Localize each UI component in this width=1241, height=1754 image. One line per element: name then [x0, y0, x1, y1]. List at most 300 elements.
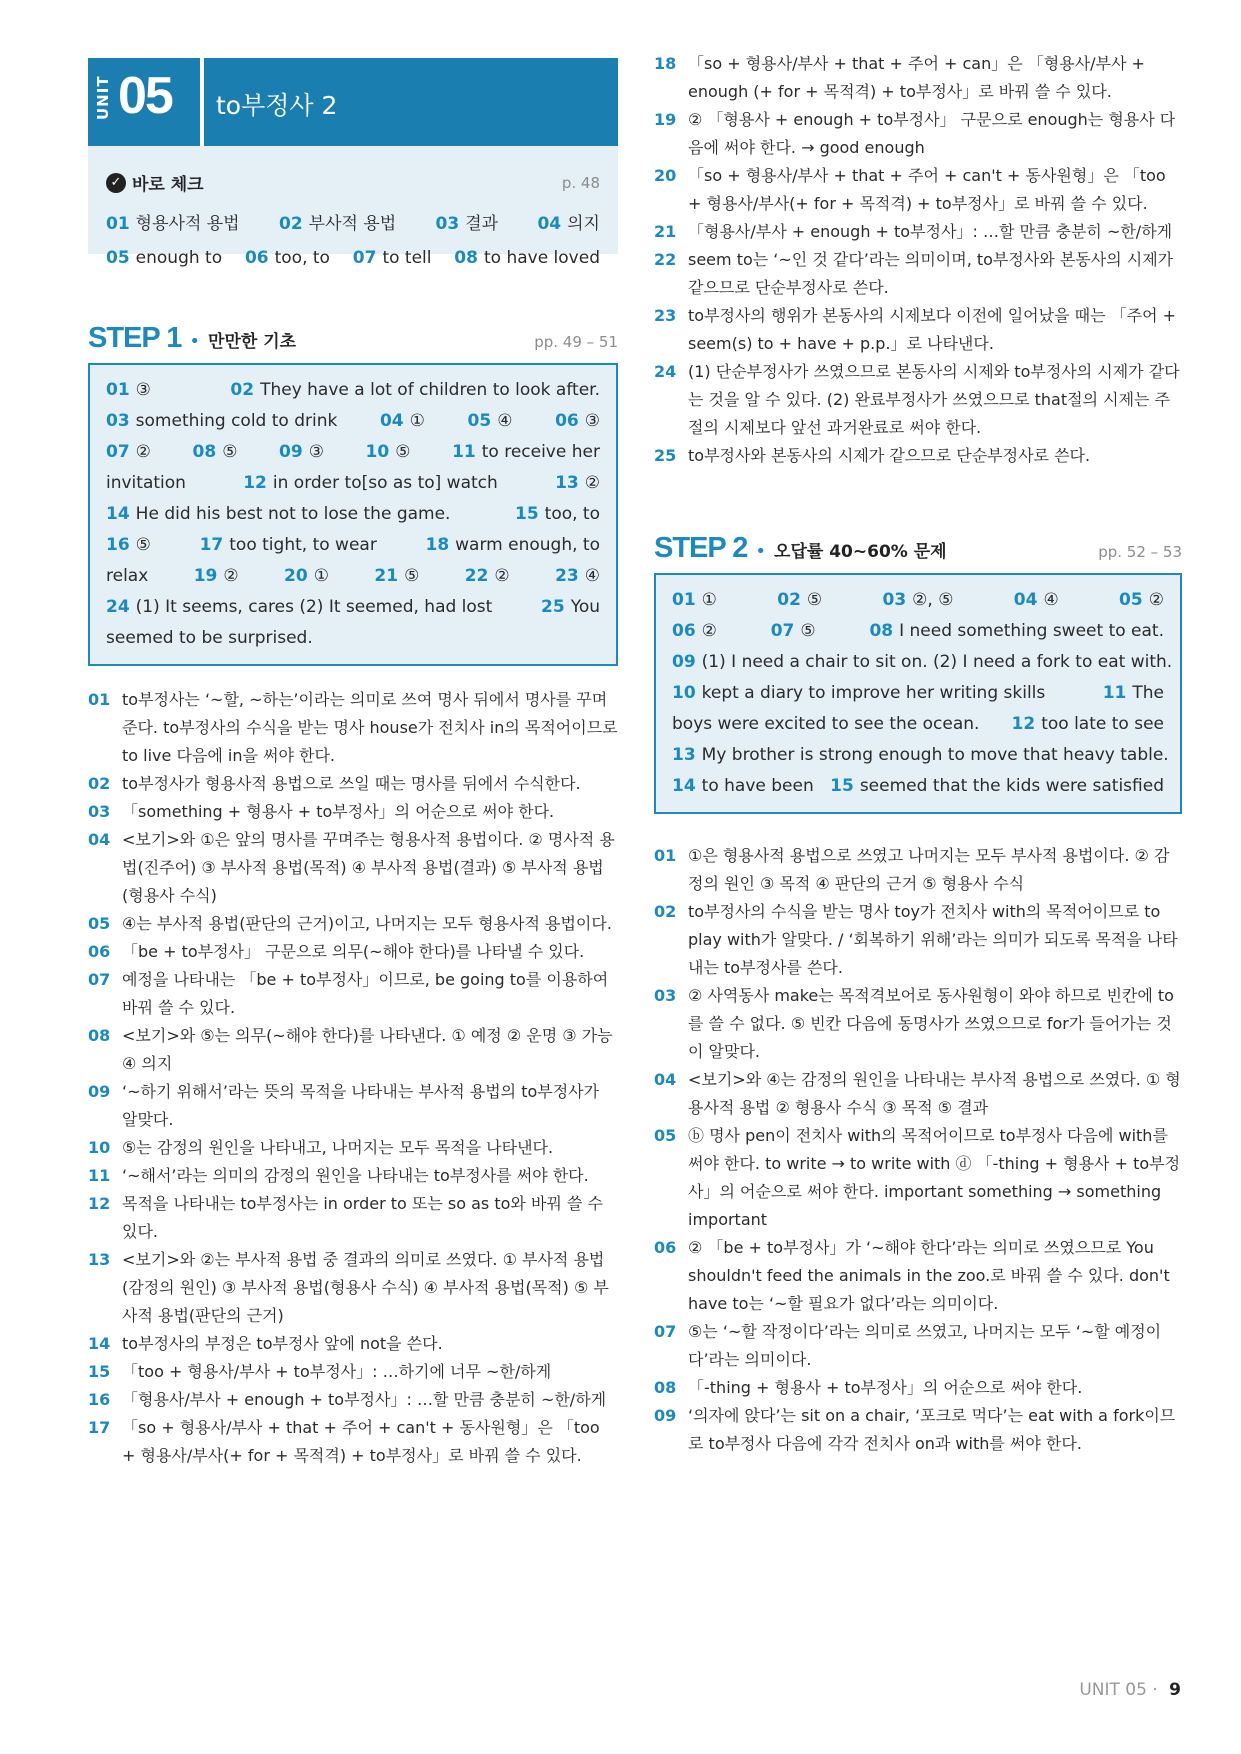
answer-item: [279, 209, 396, 234]
answer-item: [106, 406, 337, 437]
quick-check-answers: [106, 209, 600, 268]
answer-number: 24: [106, 597, 130, 617]
explanation-number: 15: [88, 1362, 111, 1381]
bullet-icon: •: [189, 331, 201, 352]
explanation-text: 「형용사/부사 + enough + to부정사」: …할 만큼 충분히 ~한/하게: [122, 1390, 607, 1409]
explanation-text: ①은 형용사적 용법으로 쓰였고 나머지는 모두 부사적 용법이다. ② 감정의 원인 ③ 목적 ④ 판단의 근거 ⑤ 형용사 수식: [688, 846, 1170, 893]
explanation-number: 02: [654, 902, 677, 921]
answer-text: 부사적 용법: [308, 214, 397, 234]
explanation-text: to부정사와 본동사의 시제가 같으므로 단순부정사로 쓴다.: [688, 446, 1091, 465]
explanation-number: 17: [88, 1418, 111, 1437]
answer-number: 08: [869, 621, 894, 641]
explanation-number: 19: [654, 110, 677, 129]
step2-header: [654, 532, 1182, 565]
answer-text: ⑤: [404, 566, 420, 586]
explanation-number: 05: [88, 914, 111, 933]
answer-text: something cold to drink: [135, 411, 338, 431]
answer-number: 02: [278, 214, 303, 234]
answer-text: ③: [135, 380, 151, 400]
explanation-number: 05: [654, 1126, 677, 1145]
answer-number: 25: [541, 597, 565, 617]
answer-number: 03: [435, 214, 460, 234]
explanation-number: 16: [88, 1390, 111, 1409]
answer-text: ⑤: [395, 442, 411, 462]
answer-number: 10: [672, 683, 696, 703]
answer-item: [672, 740, 1169, 771]
answer-number: 07: [352, 248, 377, 268]
answer-item: [672, 585, 717, 616]
answer-text: warm enough, to: [455, 535, 600, 555]
answer-row: [672, 585, 1164, 616]
answer-item: [1119, 585, 1164, 616]
explanation-item: [88, 1078, 618, 1134]
answer-number: 12: [1011, 714, 1036, 734]
explanation-text: to부정사의 부정은 to부정사 앞에 not을 쓴다.: [122, 1334, 443, 1353]
answer-text: 결과: [465, 214, 499, 234]
step1-pages: pp. 49 – 51: [534, 333, 618, 351]
answer-item: [1012, 709, 1164, 740]
answer-number: 21: [374, 566, 399, 586]
answer-text: seemed to be surprised.: [106, 628, 313, 648]
explanation-text: <보기>와 ④는 감정의 원인을 나타내는 부사적 용법으로 쓰였다. ① 형용사적 용법 ② 형용사 수식 ③ 목적 ⑤ 결과: [688, 1070, 1181, 1117]
answer-text: in order to[so as to] watch: [272, 473, 498, 493]
explanation-text: ② 「be + to부정사」가 ‘~해야 한다’라는 의미로 쓰였으므로 You shouldn't feed the animals in the zoo.로 바꿔 쓸 수 있다. don't have to는 ‘~할 필요가 없다’라는 의미이다.: [688, 1238, 1170, 1313]
explanation-text: 「be + to부정사」 구문으로 의무(~해야 한다)를 나타낼 수 있다.: [122, 942, 585, 961]
step2-pages: pp. 52 – 53: [1098, 543, 1182, 561]
answer-row: [106, 248, 600, 268]
answer-item: [284, 561, 329, 592]
answer-text: enough to: [135, 248, 223, 268]
answer-item: [230, 375, 600, 406]
explanation-text: 예정을 나타내는 「be + to부정사」이므로, be going to를 이용하여 바꿔 쓸 수 있다.: [122, 970, 609, 1017]
explanation-item: [654, 1122, 1182, 1234]
explanation-item: [88, 1246, 618, 1330]
explanation-text: 「형용사/부사 + enough + to부정사」: …할 만큼 충분히 ~한/하게: [688, 222, 1173, 241]
answer-text: invitation: [106, 473, 186, 493]
answer-text: to receive her: [481, 442, 600, 462]
explanation-text: 「something + 형용사 + to부정사」의 어순으로 써야 한다.: [122, 802, 555, 821]
answer-row: [106, 209, 600, 234]
explanation-item: [654, 1234, 1182, 1318]
answer-item: [106, 499, 450, 530]
answer-text: I need something sweet to eat.: [899, 621, 1164, 641]
unit-number: 05: [118, 67, 172, 125]
answer-text: ①: [409, 411, 425, 431]
answer-text: boys were excited to see the ocean.: [672, 714, 980, 734]
explanation-item: [654, 1066, 1182, 1122]
explanation-item: [88, 686, 618, 770]
step1-explanations-continued: [654, 50, 1182, 470]
explanation-text: 「so + 형용사/부사 + that + 주어 + can't + 동사원형」은 「too + 형용사/부사(+ for + 목적격) + to부정사」로 바꿔 쓸 수 있다.: [122, 1418, 600, 1465]
explanation-item: [654, 106, 1182, 162]
answer-number: 13: [555, 473, 579, 493]
answer-text: ②: [494, 566, 510, 586]
step2-answer-box: [654, 573, 1182, 814]
answer-number: 05: [1119, 590, 1143, 610]
answer-item: [555, 406, 600, 437]
answer-item: [106, 375, 151, 406]
answer-number: 03: [882, 590, 907, 610]
answer-number: 15: [514, 504, 539, 524]
step1-label: STEP 1: [88, 322, 182, 354]
answer-row: [672, 771, 1164, 802]
answer-item: [366, 437, 411, 468]
explanation-item: [88, 1330, 618, 1358]
answer-row: [106, 375, 600, 406]
answer-text: ③: [308, 442, 324, 462]
explanation-number: 13: [88, 1250, 111, 1269]
answer-row: [106, 623, 600, 654]
answer-text: ①: [313, 566, 329, 586]
explanation-text: ‘~하기 위해서’라는 뜻의 목적을 나타내는 부사적 용법의 to부정사가 알맞다.: [122, 1082, 600, 1129]
answer-row: [672, 647, 1173, 678]
answer-text: to have loved: [483, 248, 600, 268]
explanation-number: 09: [88, 1082, 111, 1101]
answer-row: [106, 499, 600, 530]
explanation-text: 「so + 형용사/부사 + that + 주어 + can't + 동사원형」은 「too + 형용사/부사(+ for + 목적격) + to부정사」로 바꿔 쓸 수 있다.: [688, 166, 1166, 213]
explanation-item: [654, 898, 1182, 982]
answer-number: 22: [464, 566, 489, 586]
answer-text: relax: [106, 566, 149, 586]
explanation-item: [88, 1386, 618, 1414]
answer-number: 16: [106, 535, 130, 555]
explanation-item: [654, 302, 1182, 358]
answer-text: 형용사적 용법: [135, 214, 240, 234]
answer-number: 10: [365, 442, 390, 462]
explanation-item: [654, 218, 1182, 246]
answer-row: [106, 530, 600, 561]
explanation-number: 23: [654, 306, 677, 325]
explanation-number: 03: [88, 802, 111, 821]
answer-text: ②: [1148, 590, 1164, 610]
answer-item: [883, 585, 954, 616]
answer-item: [106, 592, 492, 623]
answer-item: [869, 616, 1164, 647]
answer-text: ②: [135, 442, 151, 462]
answer-number: 05: [106, 248, 130, 268]
explanation-item: [88, 938, 618, 966]
explanation-item: [88, 1162, 618, 1190]
answer-item: [245, 248, 330, 268]
header-divider: [200, 58, 204, 146]
answer-item: [1103, 678, 1164, 709]
answer-text: kept a diary to improve her writing skills: [701, 683, 1046, 703]
explanation-text: 「too + 형용사/부사 + to부정사」: …하기에 너무 ~한/하게: [122, 1362, 552, 1381]
answer-item: [555, 468, 600, 499]
explanation-number: 06: [88, 942, 111, 961]
answer-text: seemed that the kids were satisfied: [859, 776, 1164, 796]
step1-subtitle: 만만한 기초: [208, 332, 297, 352]
explanation-item: [654, 1402, 1182, 1458]
explanation-text: ④는 부사적 용법(판단의 근거)이고, 나머지는 모두 형용사적 용법이다.: [122, 914, 612, 933]
answer-text: You: [570, 597, 600, 617]
step1-answer-box: [88, 363, 618, 666]
answer-item: [771, 616, 816, 647]
answer-text: ①: [701, 590, 717, 610]
answer-row: [106, 468, 600, 499]
answer-number: 18: [425, 535, 450, 555]
answer-row: [672, 616, 1164, 647]
answer-item: [537, 209, 600, 234]
answer-number: 20: [284, 566, 308, 586]
answer-item: [106, 437, 151, 468]
explanation-text: ⓑ 명사 pen이 전치사 with의 목적어이므로 to부정사 다음에 with를 써야 한다. to write → to write with ⓓ 「-thing + 형용사 + to부정사」의 어순으로 써야 한다. important something → something important: [688, 1126, 1181, 1229]
answer-item: [436, 209, 499, 234]
answer-number: 06: [555, 411, 579, 431]
explanation-text: ② 「형용사 + enough + to부정사」 구문으로 enough는 형용사 다음에 써야 한다. → good enough: [688, 110, 1176, 157]
explanation-item: [654, 50, 1182, 106]
unit-header: [88, 58, 618, 146]
explanation-number: 14: [88, 1334, 111, 1353]
explanation-text: 목적을 나타내는 to부정사는 in order to 또는 so as to와 바꿔 쓸 수 있다.: [122, 1194, 603, 1241]
explanation-number: 01: [654, 846, 677, 865]
quick-check-title: 바로 체크: [132, 175, 204, 195]
explanation-text: ⑤는 ‘~할 작정이다’라는 의미로 쓰였고, 나머지는 모두 ‘~할 예정이다’라는 의미이다.: [688, 1322, 1162, 1369]
answer-number: 13: [672, 745, 696, 765]
answer-number: 01: [106, 380, 130, 400]
explanation-number: 18: [654, 54, 677, 73]
answer-number: 23: [555, 566, 579, 586]
answer-text: My brother is strong enough to move that heavy table.: [701, 745, 1169, 765]
answer-item: [380, 406, 425, 437]
answer-item: [672, 678, 1045, 709]
answer-item: [106, 209, 240, 234]
explanation-text: to부정사의 행위가 본동사의 시제보다 이전에 일어났을 때는 「주어 + seem(s) to + have + p.p.」로 나타낸다.: [688, 306, 1177, 353]
answer-row: [106, 592, 600, 623]
answer-text: ③: [584, 411, 600, 431]
answer-text: (1) It seems, cares (2) It seemed, had lost: [135, 597, 493, 617]
explanation-item: [88, 1358, 618, 1386]
explanation-text: (1) 단순부정사가 쓰였으므로 본동사의 시제와 to부정사의 시제가 같다는 것을 알 수 있다. (2) 완료부정사가 쓰였으므로 that절의 시제는 주절의 시제보다 앞선 과거완료로 써야 한다.: [688, 362, 1180, 437]
answer-item: [193, 437, 238, 468]
answer-text: ⑤: [135, 535, 151, 555]
explanation-text: 「-thing + 형용사 + to부정사」의 어순으로 써야 한다.: [688, 1378, 1083, 1397]
explanation-item: [654, 246, 1182, 302]
answer-row: [106, 406, 600, 437]
answer-number: 14: [106, 504, 130, 524]
answer-item: [243, 468, 498, 499]
explanation-text: to부정사가 형용사적 용법으로 쓰일 때는 명사를 뒤에서 수식한다.: [122, 774, 581, 793]
explanation-number: 08: [88, 1026, 111, 1045]
explanation-item: [654, 842, 1182, 898]
explanation-number: 24: [654, 362, 677, 381]
explanation-number: 12: [88, 1194, 111, 1213]
answer-item: [515, 499, 600, 530]
answer-number: 07: [770, 621, 795, 641]
answer-row: [672, 740, 1169, 771]
answer-item: [672, 647, 1172, 678]
answer-text: ②: [701, 621, 717, 641]
answer-item: [425, 530, 600, 561]
answer-number: 01: [672, 590, 696, 610]
answer-number: 11: [452, 442, 476, 462]
answer-item: [353, 248, 432, 268]
page-number: 9: [1169, 1680, 1181, 1700]
explanation-number: 07: [654, 1322, 677, 1341]
left-column: [88, 58, 618, 1470]
answer-item: [194, 561, 239, 592]
explanation-number: 04: [654, 1070, 677, 1089]
explanation-number: 22: [654, 250, 677, 269]
answer-number: 11: [1102, 683, 1127, 703]
answer-row: [672, 709, 1164, 740]
explanation-number: 02: [88, 774, 111, 793]
answer-item: [106, 468, 186, 499]
explanation-item: [88, 1022, 618, 1078]
answer-item: [555, 561, 600, 592]
explanation-text: 「so + 형용사/부사 + that + 주어 + can」은 「형용사/부사 + enough (+ for + 목적격) + to부정사」로 바꿔 쓸 수 있다.: [688, 54, 1145, 101]
answer-item: [465, 561, 510, 592]
explanation-item: [88, 910, 618, 938]
explanation-number: 07: [88, 970, 111, 989]
footer-unit: UNIT 05: [1079, 1680, 1147, 1700]
answer-text: too tight, to wear: [229, 535, 377, 555]
quick-check-box: [88, 146, 618, 268]
answer-item: [777, 585, 822, 616]
quick-check-page: p. 48: [561, 173, 600, 192]
explanation-text: ‘의자에 앉다’는 sit on a chair, ‘포크로 먹다’는 eat with a fork이므로 to부정사 다음에 각각 전치사 on과 with를 써야 한다.: [688, 1406, 1176, 1453]
answer-number: 04: [537, 214, 562, 234]
right-column: [654, 50, 1182, 1458]
explanation-number: 09: [654, 1406, 677, 1425]
explanation-number: 03: [654, 986, 677, 1005]
explanation-item: [88, 1190, 618, 1246]
answer-number: 08: [192, 442, 217, 462]
explanation-number: 25: [654, 446, 677, 465]
explanation-item: [88, 966, 618, 1022]
answer-text: ⑤: [800, 621, 816, 641]
answer-item: [106, 623, 313, 654]
explanation-item: [654, 1374, 1182, 1402]
bullet-icon: •: [755, 541, 767, 562]
answer-text: too, to: [274, 248, 330, 268]
answer-item: [672, 709, 979, 740]
answer-number: 09: [672, 652, 696, 672]
answer-item: [1014, 585, 1059, 616]
step1-explanations: [88, 686, 618, 1470]
explanation-text: ⑤는 감정의 원인을 나타내고, 나머지는 모두 목적을 나타낸다.: [122, 1138, 554, 1157]
unit-title: to부정사 2: [216, 91, 338, 120]
answer-row: [106, 437, 600, 468]
answer-item: [106, 530, 151, 561]
answer-text: They have a lot of children to look after.: [260, 380, 600, 400]
answer-item: [106, 561, 148, 592]
answer-number: 04: [379, 411, 404, 431]
answer-item: [106, 248, 222, 268]
answer-number: 06: [244, 248, 269, 268]
explanation-item: [88, 1134, 618, 1162]
explanation-item: [654, 358, 1182, 442]
answer-number: 19: [193, 566, 218, 586]
answer-text: ④: [584, 566, 600, 586]
explanation-number: 04: [88, 830, 111, 849]
answer-row: [106, 561, 600, 592]
answer-text: to tell: [382, 248, 432, 268]
explanation-text: seem to는 ‘~인 것 같다’라는 의미이며, to부정사와 본동사의 시제가 같으므로 단순부정사로 쓴다.: [688, 250, 1174, 297]
explanation-text: ‘~해서’라는 의미의 감정의 원인을 나타내는 to부정사를 써야 한다.: [122, 1166, 589, 1185]
answer-text: ②: [223, 566, 239, 586]
answer-number: 17: [199, 535, 224, 555]
explanation-text: <보기>와 ①은 앞의 명사를 꾸며주는 형용사적 용법이다. ② 명사적 용법(진주어) ③ 부사적 용법(목적) ④ 부사적 용법(결과) ⑤ 부사적 용법(형용사 수식): [122, 830, 615, 905]
answer-text: ④: [1043, 590, 1059, 610]
explanation-item: [654, 442, 1182, 470]
answer-number: 05: [467, 411, 492, 431]
answer-text: ⑤: [806, 590, 823, 610]
explanation-item: [88, 798, 618, 826]
answer-number: 07: [106, 442, 130, 462]
answer-text: ②: [584, 473, 600, 493]
answer-item: [672, 771, 814, 802]
explanation-text: to부정사의 수식을 받는 명사 toy가 전치사 with의 목적어이므로 to play with가 알맞다. / ‘회복하기 위해’라는 의미가 되도록 목적을 나타내는 to부정사를 쓴다.: [688, 902, 1178, 977]
answer-text: too, to: [544, 504, 600, 524]
explanation-number: 01: [88, 690, 111, 709]
answer-number: 06: [672, 621, 696, 641]
explanation-text: ② 사역동사 make는 목적격보어로 동사원형이 와야 하므로 빈칸에 to를 쓸 수 없다. ⑤ 빈칸 다음에 동명사가 쓰였으므로 for가 들어가는 것이 알맞다.: [688, 986, 1174, 1061]
answer-text: (1) I need a chair to sit on. (2) I need a fork to eat with.: [701, 652, 1173, 672]
answer-number: 01: [106, 214, 130, 234]
answer-text: to have been: [701, 776, 814, 796]
answer-text: 의지: [567, 214, 600, 234]
answer-item: [452, 437, 600, 468]
answer-item: [200, 530, 377, 561]
step1-header: [88, 322, 618, 355]
answer-item: [830, 771, 1164, 802]
explanation-item: [88, 770, 618, 798]
check-icon: ✓: [106, 173, 126, 193]
step2-explanations: [654, 842, 1182, 1458]
page-footer: UNIT 05 · 9: [1079, 1680, 1181, 1700]
explanation-item: [654, 162, 1182, 218]
step2-subtitle: 오답률 40~60% 문제: [774, 542, 947, 562]
unit-label: UNIT: [94, 75, 112, 120]
answer-number: 09: [279, 442, 303, 462]
explanation-number: 20: [654, 166, 677, 185]
answer-number: 08: [454, 248, 478, 268]
answer-item: [468, 406, 513, 437]
explanation-text: to부정사는 ‘~할, ~하는’이라는 의미로 쓰여 명사 뒤에서 명사를 꾸며준다. to부정사의 수식을 받는 명사 house가 전치사 in의 목적어이므로 to live 다음에 in을 써야 한다.: [122, 690, 618, 765]
explanation-item: [654, 982, 1182, 1066]
answer-text: The: [1132, 683, 1164, 703]
explanation-text: <보기>와 ②는 부사적 용법 중 결과의 의미로 쓰였다. ① 부사적 용법(감정의 원인) ③ 부사적 용법(형용사 수식) ④ 부사적 용법(목적) ⑤ 부사적 용법(판단의 근거): [122, 1250, 609, 1325]
answer-text: ④: [497, 411, 513, 431]
answer-number: 15: [830, 776, 854, 796]
answer-number: 02: [777, 590, 801, 610]
answer-number: 12: [243, 473, 267, 493]
answer-number: 04: [1013, 590, 1038, 610]
explanation-number: 21: [654, 222, 677, 241]
explanation-item: [654, 1318, 1182, 1374]
answer-item: [672, 616, 717, 647]
answer-item: [454, 248, 600, 268]
answer-item: [541, 592, 600, 623]
answer-item: [279, 437, 324, 468]
explanation-item: [88, 1414, 618, 1470]
answer-text: ②, ⑤: [912, 590, 954, 610]
explanation-number: 11: [88, 1166, 111, 1185]
answer-number: 02: [230, 380, 255, 400]
answer-text: too late to see: [1041, 714, 1164, 734]
answer-number: 14: [672, 776, 696, 796]
answer-number: 03: [106, 411, 130, 431]
answer-text: He did his best not to lose the game.: [135, 504, 451, 524]
answer-text: ⑤: [222, 442, 238, 462]
step2-label: STEP 2: [654, 532, 748, 564]
explanation-number: 10: [88, 1138, 111, 1157]
explanation-item: [88, 826, 618, 910]
answer-item: [374, 561, 419, 592]
explanation-number: 08: [654, 1378, 677, 1397]
explanation-number: 06: [654, 1238, 677, 1257]
